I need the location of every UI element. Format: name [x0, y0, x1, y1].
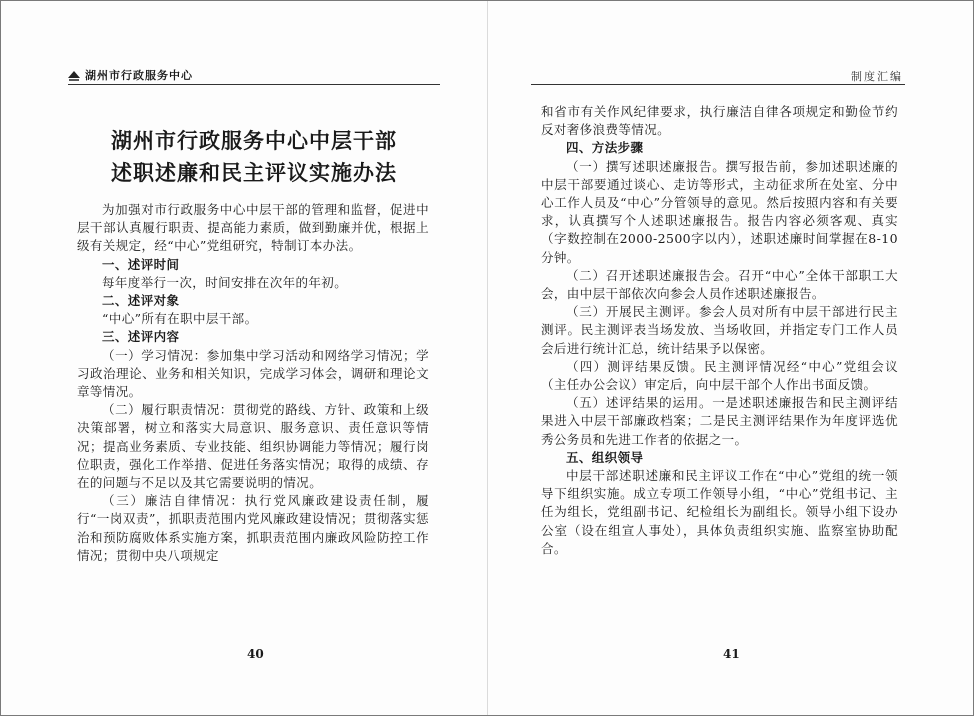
section-heading-3: 三、述评内容: [102, 329, 180, 345]
section-heading-1: 一、述评时间: [102, 256, 180, 272]
document-title-line2: 述职述廉和民主评议实施办法: [111, 160, 397, 185]
page-number-left: 40: [247, 647, 264, 661]
paragraph: （二）召开述职述廉报告会。召开“中心”全体干部职工大会，由中层干部依次向参会人员作述职述廉报告。: [541, 267, 898, 302]
paragraph: （三）开展民主测评。参会人员对所有中层干部进行民主测评。民主测评表当场发放、当场收回，并指定专门工作人员会后进行统计汇总，统计结果予以保密。: [541, 304, 898, 356]
center-logo-icon: [67, 69, 81, 81]
page-gutter: [487, 1, 488, 715]
header-rule-right: [531, 84, 905, 85]
running-head-left: 湖州市行政服务中心: [85, 69, 193, 82]
section-heading-4: 四、方法步骤: [566, 140, 644, 156]
section-heading-5: 五、组织领导: [566, 449, 644, 465]
paragraph: （二）履行职责情况：贯彻党的路线、方针、政策和上级决策部署，树立和落实大局意识、服务意识、责任意识等情况；提高业务素质、专业技能、组织协调能力等情况；履行岗位职责，强化工作举措、促进任务落实情况；取得的成绩、存在的问题与不足以及其它需要说明的情况。: [77, 402, 429, 491]
intro-paragraph: 为加强对市行政服务中心中层干部的管理和监督，促进中层干部认真履行职责、提高能力素质，做到勤廉并优，根据上级有关规定，经“中心”党组研究，特制订本办法。: [77, 202, 429, 254]
right-page-body: [541, 103, 898, 558]
section-heading-2: 二、述评对象: [102, 293, 180, 309]
paragraph: （一）学习情况：参加集中学习活动和网络学习情况；学习政治理论、业务和相关知识，完成学习体会，调研和理论文章等情况。: [77, 347, 429, 400]
page-number-right: 41: [723, 647, 740, 661]
paragraph: （三）廉洁自律情况：执行党风廉政建设责任制，履行“一岗双责”，抓职责范围内党风廉政建设情况；贯彻落实惩治和预防腐败体系实施方案，抓职责范围内廉政风险防控工作情况；贯彻中央八项规定: [77, 493, 429, 563]
paragraph: （四）测评结果反馈。民主测评情况经“中心”党组会议（主任办公会议）审定后，向中层干部个人作出书面反馈。: [541, 358, 898, 393]
document-title-line1: 湖州市行政服务中心中层干部: [111, 128, 397, 153]
header-rule-left: [68, 84, 440, 85]
paragraph: “中心”所有在职中层干部。: [102, 311, 258, 327]
paragraph: 每年度举行一次，时间安排在次年的年初。: [102, 274, 348, 290]
paragraph: （一）撰写述职述廉报告。撰写报告前，参加述职述廉的中层干部要通过谈心、走访等形式，主动征求所在处室、分中心工作人员及“中心”分管领导的意见。然后按照内容和有关要求，认真撰写个人述职述廉报告。报告内容必须客观、真实（字数控制在2000-2500字以内），述职述廉时间掌握在8-10分钟。: [541, 158, 898, 265]
paragraph: （五）述评结果的运用。一是述职述廉报告和民主测评结果进入中层干部廉政档案；二是民主测评结果作为年度评选优秀公务员和先进工作者的依据之一。: [541, 395, 898, 447]
left-page-body: [77, 201, 429, 565]
running-head-right: 制度汇编: [851, 70, 903, 83]
continued-paragraph: 和省市有关作风纪律要求，执行廉洁自律各项规定和勤俭节约反对奢侈浪费等情况。: [541, 104, 898, 138]
paragraph: 中层干部述职述廉和民主评议工作在“中心”党组的统一领导下组织实施。成立专项工作领导小组，“中心”党组书记、主任为组长，党组副书记、纪检组长为副组长。领导小组下设办公室（设在组宣人事处），具体负责组织实施、监察室协助配合。: [541, 468, 898, 556]
